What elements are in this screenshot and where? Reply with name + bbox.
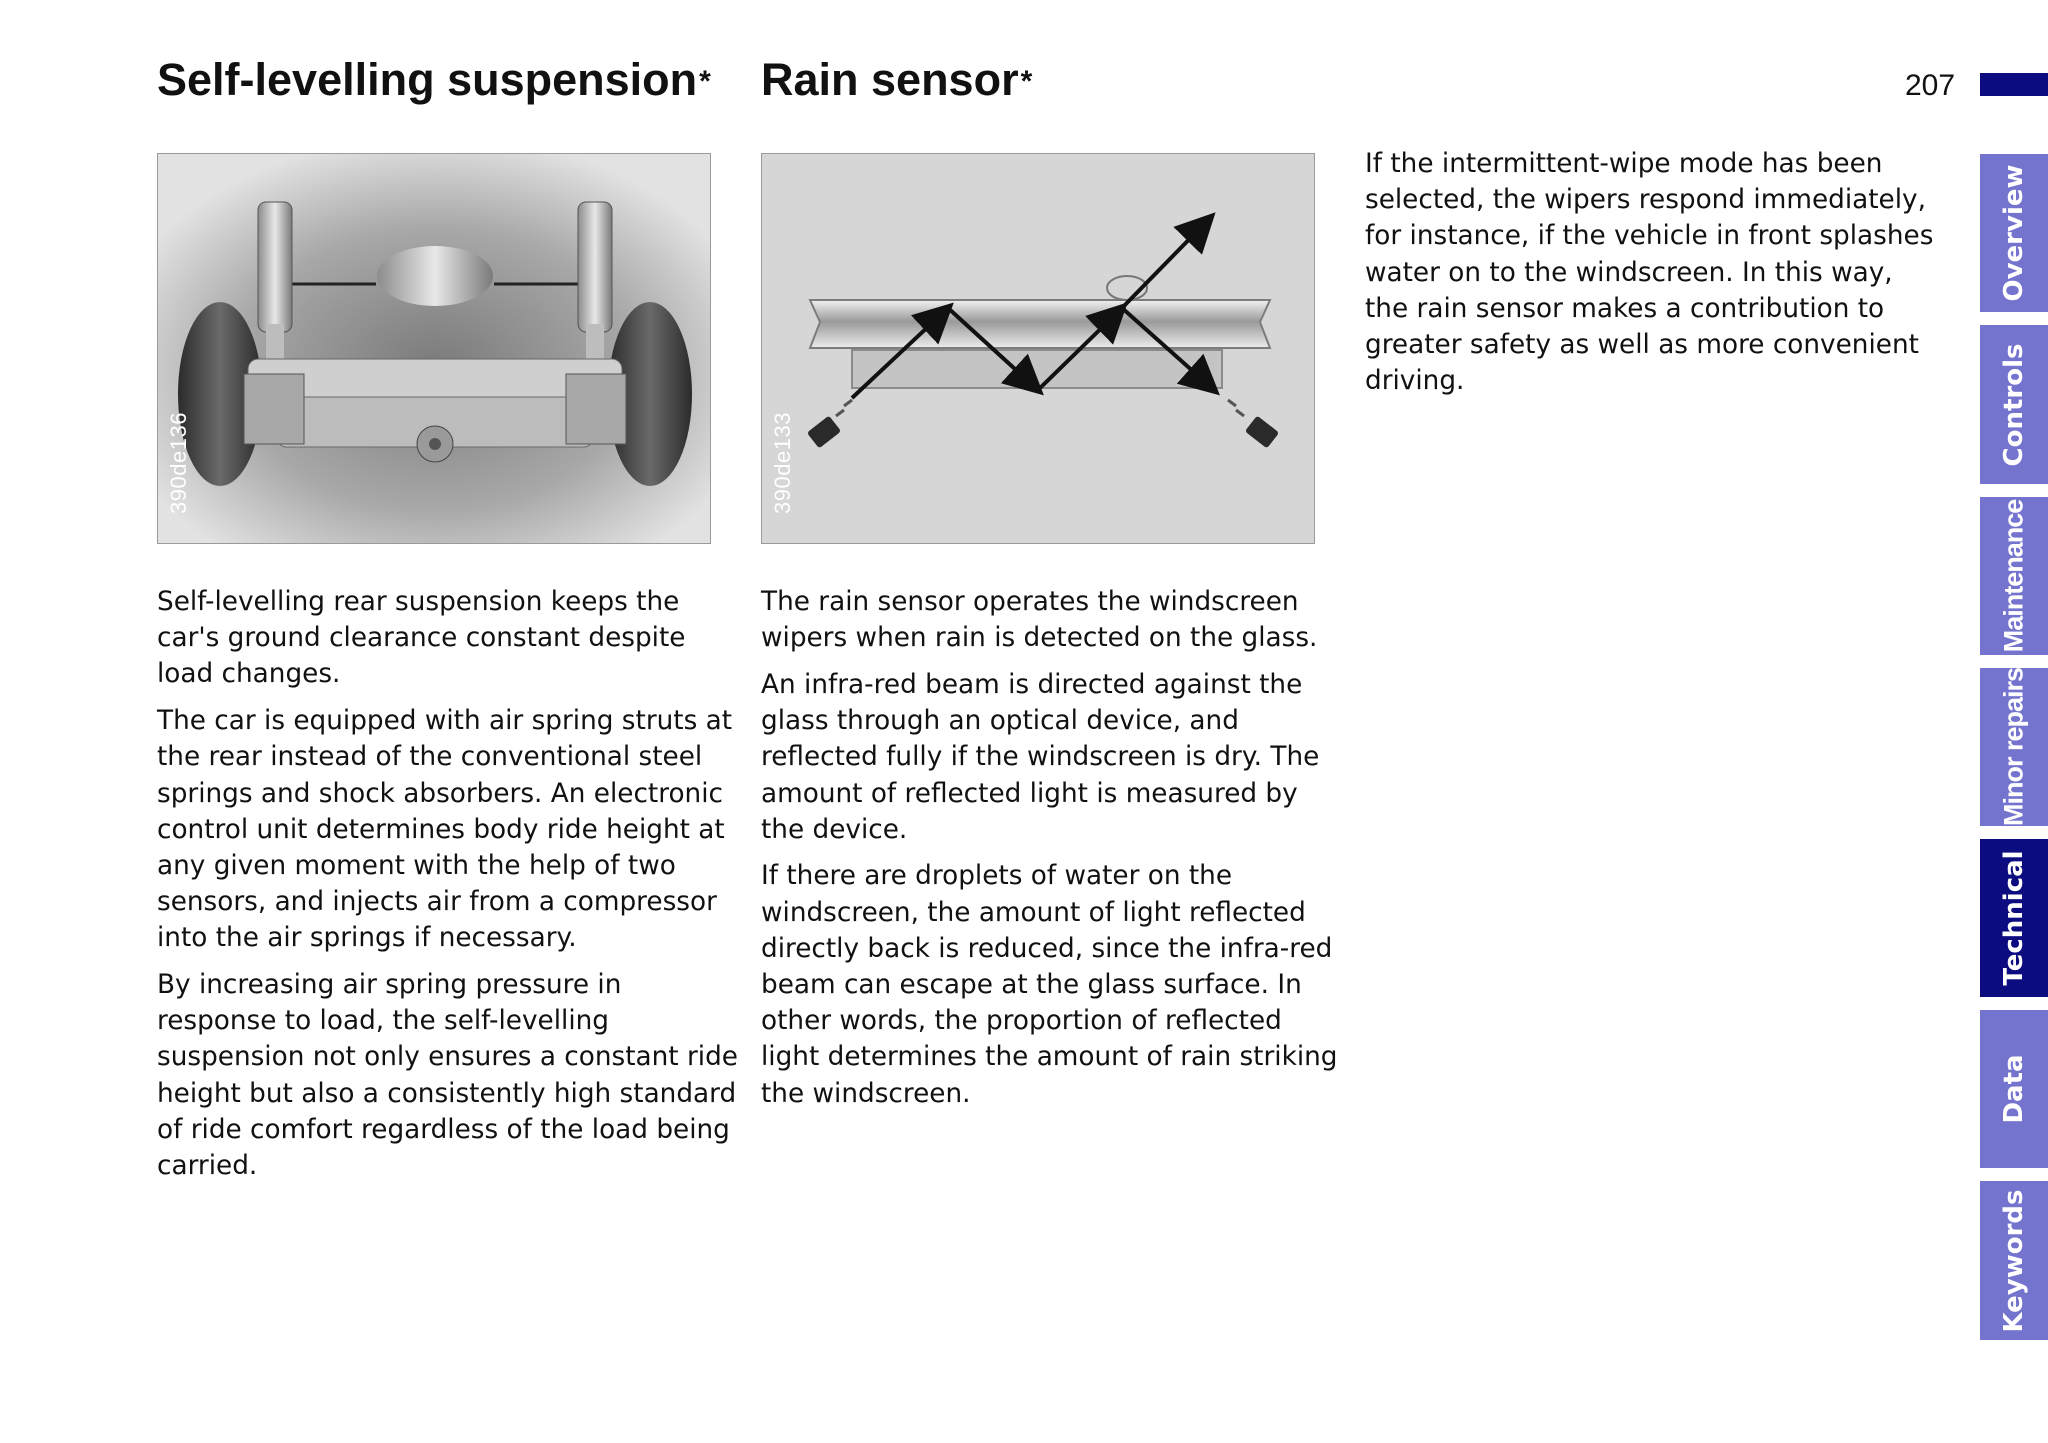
section-heading-rain-sensor — [761, 52, 1032, 110]
paragraph: An infra-red beam is directed against the glass through an optical device, and reflected fully if the windscreen is dry. The amount of reflected light is measured by the device. — [761, 669, 1320, 845]
section-heading-self-levelling-suspension — [157, 52, 711, 110]
asterisk-marker: * — [1020, 65, 1033, 98]
heading-text: Self-levelling suspension — [157, 54, 698, 105]
paragraph: If the intermittent-wipe mode has been selected, the wipers respond immediately, for instance, if the vehicle in front splashes water on to the windscreen. In this way, the rain sensor makes a contribution to greater safety as well as more convenient driving. — [1365, 149, 1934, 397]
suspension-text-column — [157, 584, 739, 1195]
paragraph: The car is equipped with air spring struts at the rear instead of the conventional steel springs and shock absorbers. An electronic control unit determines body ride height at any given moment with the help of two sensors, and injects air from a compressor into the air springs if necessary. — [157, 706, 733, 954]
paragraph: The rain sensor operates the windscreen wipers when rain is detected on the glass. — [761, 587, 1318, 654]
asterisk-marker: * — [699, 65, 711, 98]
rear-axle-drawing — [158, 154, 711, 544]
tab-label: Data — [1999, 1054, 2029, 1124]
figure-code: 390de136 — [166, 412, 191, 514]
tab-data[interactable] — [1980, 1010, 2048, 1168]
rain-sensor-illustration — [761, 153, 1315, 544]
tab-keywords[interactable] — [1980, 1181, 2048, 1340]
page-number: 207 — [1905, 69, 1956, 102]
tab-minor-repairs[interactable] — [1980, 668, 2048, 826]
page-number-bar — [1980, 73, 2048, 96]
tab-label: Overview — [1999, 164, 2029, 302]
tab-label: Keywords — [1999, 1188, 2029, 1333]
figure-code: 390de133 — [770, 412, 795, 514]
rain-sensor-continued-column — [1365, 146, 1940, 410]
paragraph: Self-levelling rear suspension keeps the car's ground clearance constant despite load changes. — [157, 587, 686, 690]
tab-label: Maintenance — [1998, 499, 2029, 653]
tab-technical[interactable] — [1980, 839, 2048, 997]
tab-controls[interactable] — [1980, 325, 2048, 484]
tab-label: Controls — [1999, 343, 2029, 466]
tab-overview[interactable] — [1980, 154, 2048, 312]
rain-sensor-text-column — [761, 584, 1343, 1122]
suspension-illustration — [157, 153, 711, 544]
heading-text: Rain sensor — [761, 54, 1019, 105]
tab-label: Minor repairs — [1998, 668, 2029, 826]
tab-maintenance[interactable] — [1980, 497, 2048, 655]
paragraph: By increasing air spring pressure in response to load, the self-levelling suspension not only ensures a constant ride height but also a consistently high standard of ride comfort regardless of the load being carried. — [157, 970, 738, 1182]
tab-label: Technical — [1999, 850, 2029, 986]
paragraph: If there are droplets of water on the windscreen, the amount of light reflected directly back is reduced, since the infra-red beam can escape at the glass surface. In other words, the proportion of reflected light determines the amount of rain striking the windscreen. — [761, 861, 1338, 1109]
infrared-reflection-diagram — [762, 154, 1315, 544]
